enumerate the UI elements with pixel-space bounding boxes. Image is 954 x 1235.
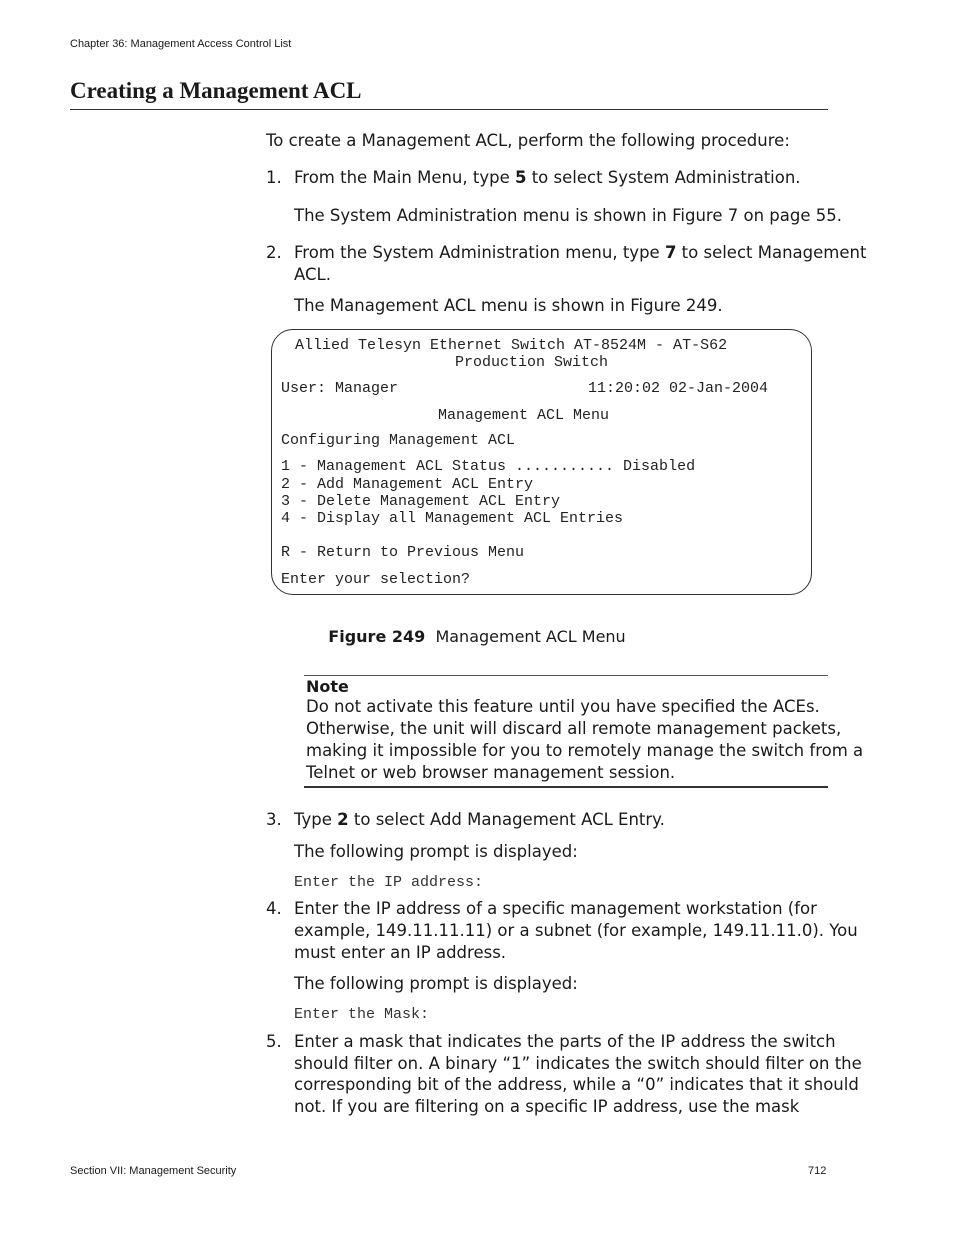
step-2-number: 2.	[266, 243, 282, 262]
step-5-line: Enter a mask that indicates the parts of the IP address the switch	[294, 1032, 836, 1051]
ip-prompt: Enter the IP address:	[294, 874, 484, 891]
step-2-text: From the System Administration menu, type 7 to select Management ACL.	[294, 243, 867, 284]
step-4-line: Enter the IP address of a specific management workstation (for	[294, 899, 817, 918]
step-5-line: should filter on. A binary “1” indicates the switch should filter on the	[294, 1054, 862, 1073]
step-1-text: From the Main Menu, type 5 to select System Administration.	[294, 168, 801, 187]
step-4-line: must enter an IP address.	[294, 943, 507, 962]
step-1-note: The System Administration menu is shown in Figure 7 on page 55.	[294, 206, 842, 225]
note-line: Otherwise, the unit will discard all remote management packets,	[306, 719, 842, 738]
screen-user: User: Manager	[281, 380, 399, 397]
screen-configuring: Configuring Management ACL	[281, 432, 516, 449]
title-rule	[70, 109, 828, 110]
note-bottom-rule	[304, 786, 828, 788]
step-3-prompt-text: The following prompt is displayed:	[294, 842, 578, 861]
step-4-line: example, 149.11.11.11) or a subnet (for example, 149.11.11.0). You	[294, 921, 858, 940]
step-3-text: Type 2 to select Add Management ACL Entry.	[294, 810, 665, 829]
step-5-line: not. If you are filtering on a specific IP address, use the mask	[294, 1097, 800, 1116]
step-2-note: The Management ACL menu is shown in Figure 249.	[294, 296, 723, 315]
step-3-number: 3.	[266, 810, 282, 829]
running-header: Chapter 36: Management Access Control List	[70, 38, 292, 50]
screen-datetime: 11:20:02 02-Jan-2004	[588, 380, 769, 397]
note-line: making it impossible for you to remotely manage the switch from a	[306, 741, 864, 760]
note-line: Do not activate this feature until you have specified the ACEs.	[306, 697, 820, 716]
section-title: Creating a Management ACL	[70, 78, 362, 103]
note-line: Telnet or web browser management session.	[306, 763, 676, 782]
screen-return-item: R - Return to Previous Menu	[281, 544, 525, 561]
screen-title-2: Production Switch	[455, 354, 609, 371]
page-number: 712	[808, 1165, 827, 1177]
screen-menu-item: 1 - Management ACL Status ........... Disabled	[281, 458, 696, 475]
screen-menu-item: 2 - Add Management ACL Entry	[281, 476, 534, 493]
screen-prompt: Enter your selection?	[281, 571, 471, 588]
step-4-number: 4.	[266, 899, 282, 918]
step-4-prompt-text: The following prompt is displayed:	[294, 974, 578, 993]
figure-caption: Figure 249 Management ACL Menu	[328, 627, 626, 646]
screen-menu-item: 4 - Display all Management ACL Entries	[281, 510, 624, 527]
step-1-number: 1.	[266, 168, 282, 187]
step-5-number: 5.	[266, 1032, 282, 1051]
note-top-rule	[304, 675, 828, 676]
footer-section: Section VII: Management Security	[70, 1165, 237, 1177]
note-title: Note	[306, 677, 349, 696]
screen-menu-title: Management ACL Menu	[438, 407, 610, 424]
screen-title-1: Allied Telesyn Ethernet Switch AT-8524M - AT-S62	[295, 337, 728, 354]
step-5-line: corresponding bit of the address, while a “0” indicates that it should	[294, 1075, 859, 1094]
intro-text: To create a Management ACL, perform the following procedure:	[266, 131, 790, 150]
screen-menu-item: 3 - Delete Management ACL Entry	[281, 493, 561, 510]
mask-prompt: Enter the Mask:	[294, 1006, 430, 1023]
